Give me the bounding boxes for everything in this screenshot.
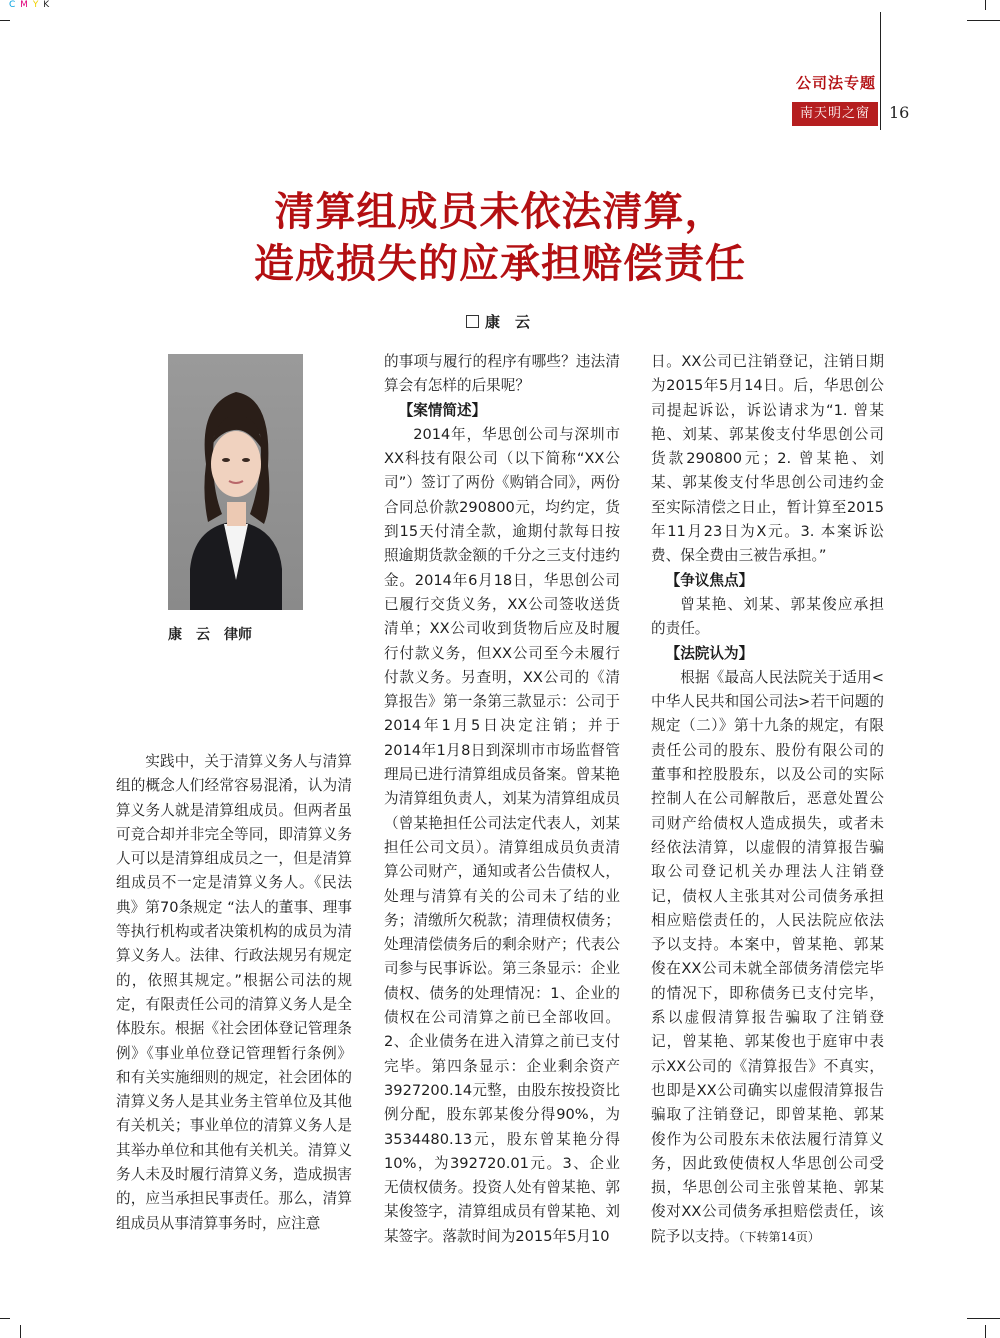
- crop-mark: [967, 1318, 1000, 1319]
- author-name: 康 云: [485, 313, 531, 331]
- crop-mark: [20, 1325, 21, 1338]
- cmyk-registration: [9, 0, 50, 10]
- header-rule: [880, 12, 881, 130]
- section-heading: 【法院认为】: [665, 644, 754, 662]
- author-photo: [168, 354, 303, 610]
- crop-mark: [0, 20, 10, 21]
- text-column-2: [384, 350, 620, 1249]
- section-heading: 【争议焦点】: [665, 571, 754, 589]
- crop-mark: [0, 1318, 10, 1319]
- cmyk-c: C: [9, 0, 17, 10]
- paragraph: 的事项与履行的程序有哪些？违法清算会有怎样的后果呢？: [384, 353, 620, 395]
- title-line-2: 造成损失的应承担赔偿责任: [254, 241, 746, 287]
- paragraph: 实践中，关于清算义务人与清算组的概念人们经常容易混淆，认为清算义务人就是清算组成员。但两者虽可竞合却并非完全等同，即清算义务人可以是清算组成员之一，但是清算组成员不一定是清算义务人。《民法典》第70条规定 “法人的董事、理事等执行机构或者决策机构的成员为清算义务人。法律、行政法规另有规定的，依照其规定。”根据公司法的规定，有限责任公司的清算义务人是全体股东。根据《社会团体登记管理条例》《事业单位登记管理暂行条例》和有关实施细则的规定，社会团体的清算义务人是其业务主管单位及其他有关机关；事业单位的清算义务人是其举办单位和其他有关机关。清算义务人未及时履行清算义务，造成损害的，应当承担民事责任。那么，清算组成员从事清算事务时，应注意: [116, 753, 352, 1232]
- page-number: 16: [889, 103, 910, 122]
- crop-mark: [985, 0, 986, 10]
- photo-caption: 康 云 律师: [168, 627, 252, 643]
- column-tag: 南天明之窗: [792, 102, 878, 126]
- paragraph-text: 根据《最高人民法院关于适用<中华人民共和国公司法>若干问题的规定（二）》第十九条的规定，有限责任公司的股东、股份有限公司的董事和控股股东，以及公司的实际控制人在公司解散后，恶意处置公司财产给债权人造成损失，或者未经依法清算，以虚假的清算报告骗取公司登记机关办理法人注销登记，债权人主张其对公司债务承担相应赔偿责任的，人民法院应依法予以支持。本案中，曾某艳、郭某俊在XX公司未就全部债务清偿完毕的情况下，即称债务已支付完毕，系以虚假清算报告骗取了注销登记，曾某艳、郭某俊也于庭审中表示XX公司的《清算报告》不真实，也即是XX公司确实以虚假清算报告骗取了注销登记，即曾某艳、郭某俊作为公司股东未依法履行清算义务，因此致使债权人华思创公司受损，华思创公司主张曾某艳、郭某俊对XX公司债务承担赔偿责任，该院予以支持。: [651, 668, 884, 1245]
- paragraph: [651, 666, 884, 1249]
- text-column-3: [651, 350, 884, 1249]
- paragraph: 2014年，华思创公司与深圳市XX科技有限公司（以下简称“XX公司”）签订了两份《购销合同》，两份合同总价款290800元，均约定，货到15天付清全款，逾期付款每日按照逾期货款金额的千分之三支付违约金。2014年6月18日，华思创公司已履行交货义务，XX公司签收送货清单；XX公司收到货物后应及时履行付款义务，但XX公司至今未履行付款义务。另查明，XX公司的《清算报告》第一条第三款显示：公司于2014年1月5日决定注销；并于2014年1月8日到深圳市市场监督管理局已进行清算组成员备案。曾某艳为清算组负责人，刘某为清算组成员（曾某艳担任公司法定代表人，刘某担任公司文员）。清算组成员负责清算公司财产，通知或者公告债权人，处理与清算有关的公司未了结的业务；清缴所欠税款；清理债权债务；处理清偿债务后的剩余财产；代表公司参与民事诉讼。第三条显示：企业债权、债务的处理情况：1、企业的债权在公司清算之前已全部收回。2、企业债务在进入清算之前已支付完毕。第四条显示：企业剩余资产3927200.14元整，由股东按投资比例分配，股东郭某俊分得90%，为3534480.13元，股东曾某艳分得10%，为392720.01元。3、企业无债权债务。投资人处有曾某艳、郭某俊签字，清算组成员有曾某艳、刘某签字。落款时间为2015年5月10: [384, 425, 620, 1245]
- byline: [466, 311, 530, 332]
- text-column-1: [116, 750, 352, 1236]
- cmyk-m: M: [20, 0, 29, 10]
- crop-mark: [985, 1325, 986, 1338]
- section-heading: 【案情简述】: [398, 401, 487, 419]
- title-line-1: 清算组成员未依法清算，: [274, 189, 726, 235]
- continued-note: （下转第14页）: [738, 1229, 820, 1244]
- cmyk-k: K: [43, 0, 51, 10]
- article-title: [0, 186, 1000, 290]
- byline-box-icon: [466, 315, 479, 328]
- cmyk-y: Y: [32, 0, 40, 10]
- crop-mark: [967, 20, 1000, 21]
- section-label: 公司法专题: [795, 74, 876, 92]
- paragraph: 日。XX公司已注销登记，注销日期为2015年5月14日。后，华思创公司提起诉讼，诉讼请求为“1. 曾某艳、刘某、郭某俊支付华思创公司货款290800元；2. 曾某艳、刘某、郭某俊支付华思创公司违约金至实际清偿之日止，暂计算至2015年11月23日为X元。3. 本案诉讼费、保全费由三被告承担。”: [651, 353, 884, 565]
- paragraph: 曾某艳、刘某、郭某俊应承担的责任。: [651, 595, 884, 638]
